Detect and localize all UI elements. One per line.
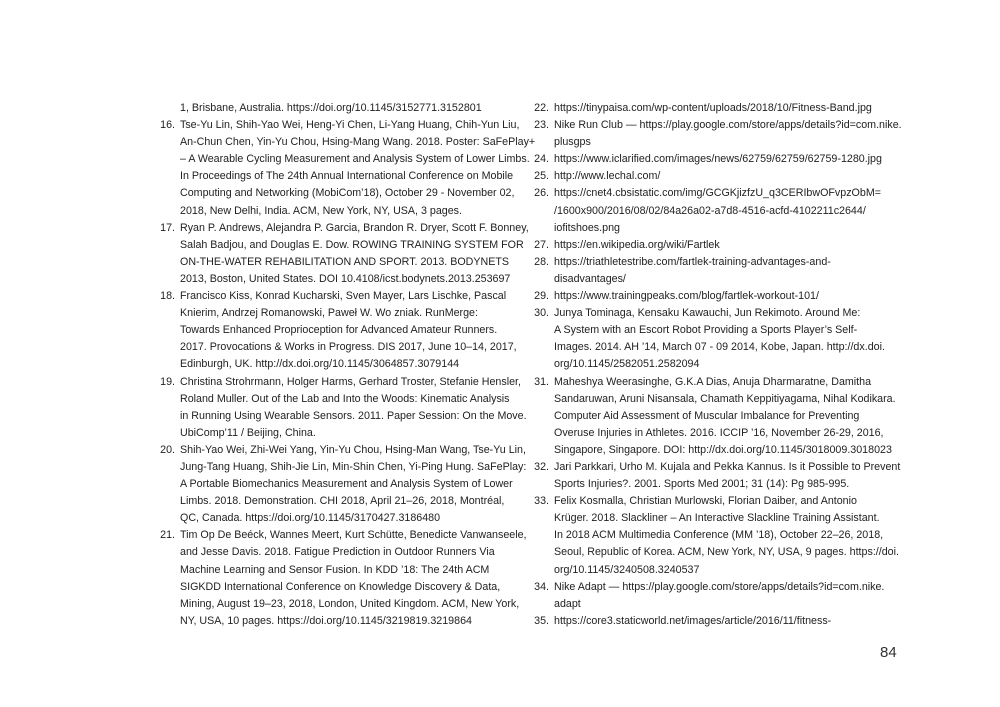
references-right-column (530, 100, 900, 630)
reference-line: Computer Aid Assessment of Muscular Imbalance for Preventing (554, 409, 860, 422)
reference-line: Salah Badjou, and Douglas E. Dow. ROWING TRAINING SYSTEM FOR (180, 238, 524, 251)
reference-number: 19. (160, 375, 175, 388)
reference-line: in Running Using Wearable Sensors. 2011. Paper Session: On the Move. (180, 409, 527, 422)
reference-line: Edinburgh, UK. http://dx.doi.org/10.1145/3064857.3079144 (180, 358, 460, 371)
reference-entry (156, 220, 529, 288)
reference-line: plusgps (554, 136, 591, 149)
reference-line: NY, USA, 10 pages. https://doi.org/10.1145/3219819.3219864 (180, 614, 472, 627)
reference-entry (530, 579, 900, 613)
reference-line: adapt (554, 597, 581, 610)
reference-text (180, 100, 522, 117)
reference-number: 34. (534, 580, 549, 593)
reference-text (554, 151, 900, 168)
reference-line: In Proceedings of The 24th Annual International Conference on Mobile (180, 170, 514, 183)
reference-number: 33. (534, 495, 549, 508)
reference-line: 1, Brisbane, Australia. https://doi.org/10.1145/3152771.3152801 (180, 102, 482, 114)
reference-line: https://www.iclarified.com/images/news/62759/62759/62759-1280.jpg (554, 153, 882, 166)
reference-entry (530, 151, 900, 168)
reference-entry (530, 374, 900, 459)
reference-text (554, 237, 900, 254)
reference-number: 25. (534, 170, 549, 183)
reference-line: http://www.lechal.com/ (554, 170, 661, 183)
reference-entry (156, 100, 522, 117)
reference-line: Maheshya Weerasinghe, G.K.A Dias, Anuja Dharmaratne, Damitha (554, 375, 872, 388)
reference-number: 32. (534, 460, 549, 473)
reference-number: 31. (534, 375, 549, 388)
reference-line: Knierim, Andrzej Romanowski, Paweł W. Wo zniak. RunMerge: (180, 307, 478, 320)
reference-number: 26. (534, 187, 549, 200)
references-left-column (156, 100, 536, 630)
reference-entry (530, 613, 900, 630)
reference-line: Jung-Tang Huang, Shih-Jie Lin, Min-Shin Chen, Yi-Ping Hung. SaFePlay: (180, 460, 527, 473)
reference-line: 2018, New Delhi, India. ACM, New York, NY, USA, 3 pages. (180, 204, 462, 217)
reference-entry (156, 117, 536, 220)
reference-line: org/10.1145/3240508.3240537 (554, 563, 700, 576)
reference-line: https://cnet4.cbsistatic.com/img/GCGKjizfzU_q3CERIbwOFvpzObM= (554, 187, 881, 200)
reference-number: 35. (534, 614, 549, 627)
reference-entry (530, 459, 900, 493)
reference-entry (530, 305, 900, 373)
reference-number: 30. (534, 307, 549, 320)
reference-number: 23. (534, 119, 549, 132)
reference-line: Images. 2014. AH ’14, March 07 - 09 2014, Kobe, Japan. http://dx.doi. (554, 341, 885, 354)
reference-text (180, 117, 536, 220)
reference-line: ON-THE-WATER REHABILITATION AND SPORT. 2013. BODYNETS (180, 255, 509, 268)
reference-number: 18. (160, 290, 175, 303)
reference-line: A Portable Biomechanics Measurement and Analysis System of Lower (180, 478, 513, 491)
reference-line: https://tinypaisa.com/wp-content/uploads/2018/10/Fitness-Band.jpg (554, 102, 872, 114)
reference-entry (530, 185, 900, 236)
reference-line: Ryan P. Andrews, Alejandra P. Garcia, Brandon R. Dryer, Scott F. Bonney, (180, 221, 529, 234)
reference-entry (530, 168, 900, 185)
reference-line: Shih-Yao Wei, Zhi-Wei Yang, Yin-Yu Chou, Hsing-Man Wang, Tse-Yu Lin, (180, 443, 526, 456)
reference-line: Christina Strohrmann, Holger Harms, Gerhard Troster, Stefanie Hensler, (180, 375, 521, 388)
reference-number: 17. (160, 221, 175, 234)
reference-line: SIGKDD International Conference on Knowledge Discovery & Data, (180, 580, 501, 593)
reference-entry (530, 237, 900, 254)
reference-number: 22. (534, 102, 549, 114)
reference-line: UbiComp’11 / Beijing, China. (180, 426, 316, 439)
reference-text (554, 168, 900, 185)
reference-entry (156, 527, 527, 630)
reference-line: Nike Adapt — https://play.google.com/store/apps/details?id=com.nike. (554, 580, 885, 593)
reference-entry (530, 100, 900, 117)
reference-text (554, 185, 900, 236)
reference-line: Tim Op De Beéck, Wannes Meert, Kurt Schütte, Benedicte Vanwanseele, (180, 529, 527, 542)
reference-line: iofitshoes.png (554, 221, 620, 234)
reference-line: Francisco Kiss, Konrad Kucharski, Sven Mayer, Lars Lischke, Pascal (180, 290, 507, 303)
reference-line: QC, Canada. https://doi.org/10.1145/3170427.3186480 (180, 512, 441, 525)
reference-number: 21. (160, 529, 175, 542)
reference-line: /1600x900/2016/08/02/84a26a02-a7d8-4516-acfd-4102211c2644/ (554, 204, 866, 217)
reference-entry (530, 288, 900, 305)
reference-line: Sports Injuries?. 2001. Sports Med 2001; 31 (14): Pg 985-995. (554, 478, 850, 491)
reference-line: Limbs. 2018. Demonstration. CHI 2018, April 21–26, 2018, Montréal, (180, 495, 505, 508)
reference-number: 24. (534, 153, 549, 166)
page-number: 84 (880, 644, 897, 661)
reference-text (554, 305, 900, 373)
reference-line: Felix Kosmalla, Christian Murlowski, Florian Daiber, and Antonio (554, 495, 857, 508)
reference-line: Jari Parkkari, Urho M. Kujala and Pekka Kannus. Is it Possible to Prevent (554, 460, 901, 473)
reference-entry (156, 288, 522, 373)
reference-line: disadvantages/ (554, 272, 626, 285)
reference-entry (156, 374, 527, 442)
reference-entry (530, 493, 900, 578)
reference-line: A System with an Escort Robot Providing a Sports Player’s Self- (554, 324, 858, 337)
reference-text (180, 527, 527, 630)
reference-text (180, 374, 527, 442)
reference-line: https://www.trainingpeaks.com/blog/fartlek-workout-101/ (554, 290, 819, 303)
reference-line: Roland Muller. Out of the Lab and Into the Woods: Kinematic Analysis (180, 392, 510, 405)
reference-text (554, 100, 900, 117)
reference-number: 20. (160, 443, 175, 456)
reference-line: – A Wearable Cycling Measurement and Analysis System of Lower Limbs. (180, 153, 530, 166)
reference-line: https://en.wikipedia.org/wiki/Fartlek (554, 238, 720, 251)
reference-line: 2013, Boston, United States. DOI 10.4108/icst.bodynets.2013.253697 (180, 272, 511, 285)
reference-number: 28. (534, 255, 549, 268)
reference-text (554, 493, 900, 578)
reference-text (554, 374, 900, 459)
reference-line: and Jesse Davis. 2018. Fatigue Prediction in Outdoor Runners Via (180, 546, 495, 559)
reference-line: Sandaruwan, Aruni Nisansala, Chamath Keppitiyagama, Nihal Kodikara. (554, 392, 896, 405)
reference-entry (530, 254, 900, 288)
reference-line: Mining, August 19–23, 2018, London, United Kingdom. ACM, New York, (180, 597, 520, 610)
reference-line: Computing and Networking (MobiCom’18), October 29 - November 02, (180, 187, 515, 200)
reference-number: 16. (160, 119, 175, 132)
reference-text (554, 288, 900, 305)
reference-line: 2017. Provocations & Works in Progress. DIS 2017, June 10–14, 2017, (180, 341, 517, 354)
reference-line: Machine Learning and Sensor Fusion. In KDD ’18: The 24th ACM (180, 563, 490, 576)
reference-text (180, 220, 529, 288)
reference-text (180, 288, 522, 373)
reference-line: https://core3.staticworld.net/images/article/2016/11/fitness- (554, 614, 832, 627)
reference-line: Singapore, Singapore. DOI: http://dx.doi.org/10.1145/3018009.3018023 (554, 443, 892, 456)
reference-entry (530, 117, 900, 151)
reference-line: Overuse Injuries in Athletes. 2016. ICCIP ’16, November 26-29, 2016, (554, 426, 884, 439)
reference-entry (156, 442, 527, 527)
reference-text (554, 254, 900, 288)
reference-text (554, 117, 900, 151)
reference-text (554, 613, 900, 630)
reference-line: Junya Tominaga, Kensaku Kawauchi, Jun Rekimoto. Around Me: (554, 307, 861, 320)
reference-line: Seoul, Republic of Korea. ACM, New York, NY, USA, 9 pages. https://doi. (554, 546, 899, 559)
reference-line: Nike Run Club — https://play.google.com/store/apps/details?id=com.nike. (554, 119, 902, 132)
reference-line: In 2018 ACM Multimedia Conference (MM ’18), October 22–26, 2018, (554, 529, 884, 542)
reference-text (554, 579, 900, 613)
reference-line: Tse-Yu Lin, Shih-Yao Wei, Heng-Yi Chen, Li-Yang Huang, Chih-Yun Liu, (180, 119, 520, 132)
reference-line: Krüger. 2018. Slackliner – An Interactive Slackline Training Assistant. (554, 512, 880, 525)
reference-line: org/10.1145/2582051.2582094 (554, 358, 700, 371)
reference-line: An-Chun Chen, Yin-Yu Chou, Hsing-Mang Wang. 2018. Poster: SaFePlay+ (180, 136, 536, 149)
reference-text (554, 459, 900, 493)
reference-text (180, 442, 527, 527)
reference-number: 29. (534, 290, 549, 303)
reference-line: Towards Enhanced Proprioception for Advanced Amateur Runners. (180, 324, 498, 337)
reference-line: https://triathletestribe.com/fartlek-training-advantages-and- (554, 255, 831, 268)
reference-number: 27. (534, 238, 549, 251)
